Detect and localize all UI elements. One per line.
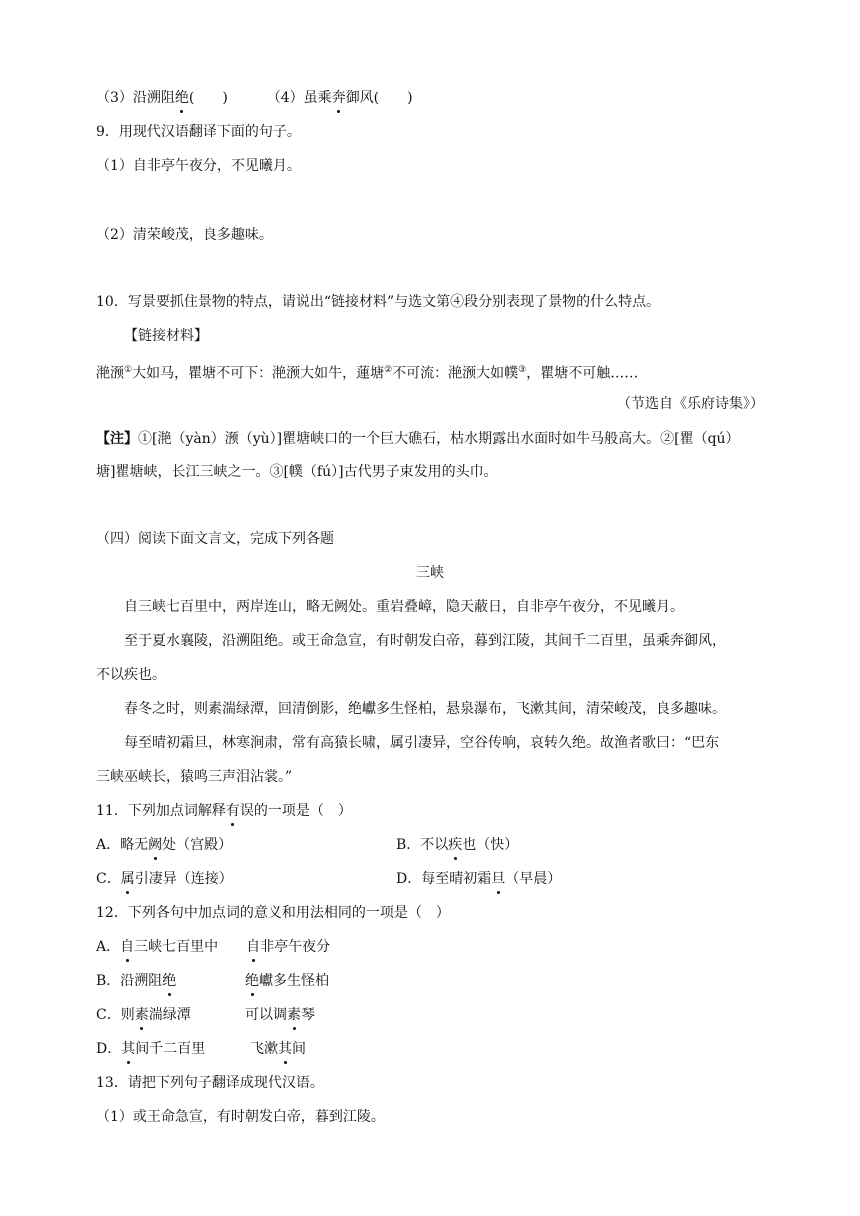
q12-option-c-2: 可以调素琴 xyxy=(245,1007,315,1023)
q12-option-c: C．则素湍绿潭 xyxy=(96,1007,191,1023)
passage-p1: 自三峡七百里中，两岸连山，略无阙处。重岩叠嶂，隐天蔽日，自非亭午夜分，不见曦月。 xyxy=(124,599,684,615)
q12-option-d-2: 飞漱其间 xyxy=(250,1041,306,1057)
q11-stem: 11．下列加点词解释有误的一项是（ ） xyxy=(96,803,352,819)
q13-stem: 13．请把下列句子翻译成现代汉语。 xyxy=(96,1075,324,1091)
note-line-2: 塘]瞿塘峡，长江三峡之一。③[幞（fú）]古代男子束发用的头巾。 xyxy=(96,464,498,480)
link-material-text: 滟滪①大如马，瞿塘不可下：滟滪大如牛，蓮塘②不可流：滟滪大如幞③，瞿塘不可触…… xyxy=(96,365,639,382)
q9-stem: 9．用现代汉语翻译下面的句子。 xyxy=(96,124,301,140)
q12-stem: 12．下列各句中加点词的意义和用法相同的一项是（ ） xyxy=(96,905,450,921)
q12-option-b-2: 绝巘多生怪柏 xyxy=(245,973,329,989)
link-material-title: 【链接材料】 xyxy=(124,328,208,344)
q12-option-d: D．其间千二百里 xyxy=(96,1041,206,1057)
part4-heading: （四）阅读下面文言文，完成下列各题 xyxy=(96,531,334,547)
q11-option-b: B．不以疾也（快） xyxy=(396,837,519,853)
q9-sentence-1: （1）自非亭午夜分，不见曦月。 xyxy=(96,158,301,174)
passage-p4b: 三峡巫峡长，猿鸣三声泪沾裳。” xyxy=(96,769,293,785)
q11-option-d: D．每至晴初霜旦（早晨） xyxy=(396,871,562,887)
q13-sentence-1: （1）或王命急宣，有时朝发白帝，暮到江陵。 xyxy=(96,1109,385,1125)
link-material-source: （节选自《乐府诗集》） xyxy=(617,396,764,412)
q11-option-c: C．属引凄异（连接） xyxy=(96,871,233,887)
passage-title: 三峡 xyxy=(416,565,444,581)
q9-sentence-2: （2）清荣峻茂，良多趣味。 xyxy=(96,227,273,243)
passage-p4a: 每至晴初霜旦，林寒涧肃，常有高猿长啸，属引凄异，空谷传响，哀转久绝。故渔者歌曰：“巴东 xyxy=(124,735,720,751)
q10-stem: 10．写景要抓住景物的特点，请说出“链接材料”与选文第④段分别表现了景物的什么特点。 xyxy=(96,294,661,310)
q12-option-a: A．自三峡七百里中 自非亭午夜分 xyxy=(96,939,331,955)
q8-items: （3）沿溯阻绝( ) （4）虽乘奔御风( ) xyxy=(96,90,413,106)
passage-p2a: 至于夏水襄陵，沿溯阻绝。或王命急宣，有时朝发白帝，暮到江陵，其间千二百里，虽乘奔御风， xyxy=(124,633,726,649)
note-line-1: 【注】①[滟（yàn）滪（yù）]瞿塘峡口的一个巨大礁石，枯水期露出水面时如牛马般高大。②[瞿（qú） xyxy=(96,431,740,447)
passage-p2b: 不以疾也。 xyxy=(96,667,166,683)
passage-p3: 春冬之时，则素湍绿潭，回清倒影，绝巘多生怪柏，悬泉瀑布，飞漱其间，清荣峻茂，良多趣味。 xyxy=(124,701,726,717)
q11-option-a: A．略无阙处（宫殿） xyxy=(96,837,233,853)
q12-option-b: B．沿溯阻绝 xyxy=(96,973,177,989)
